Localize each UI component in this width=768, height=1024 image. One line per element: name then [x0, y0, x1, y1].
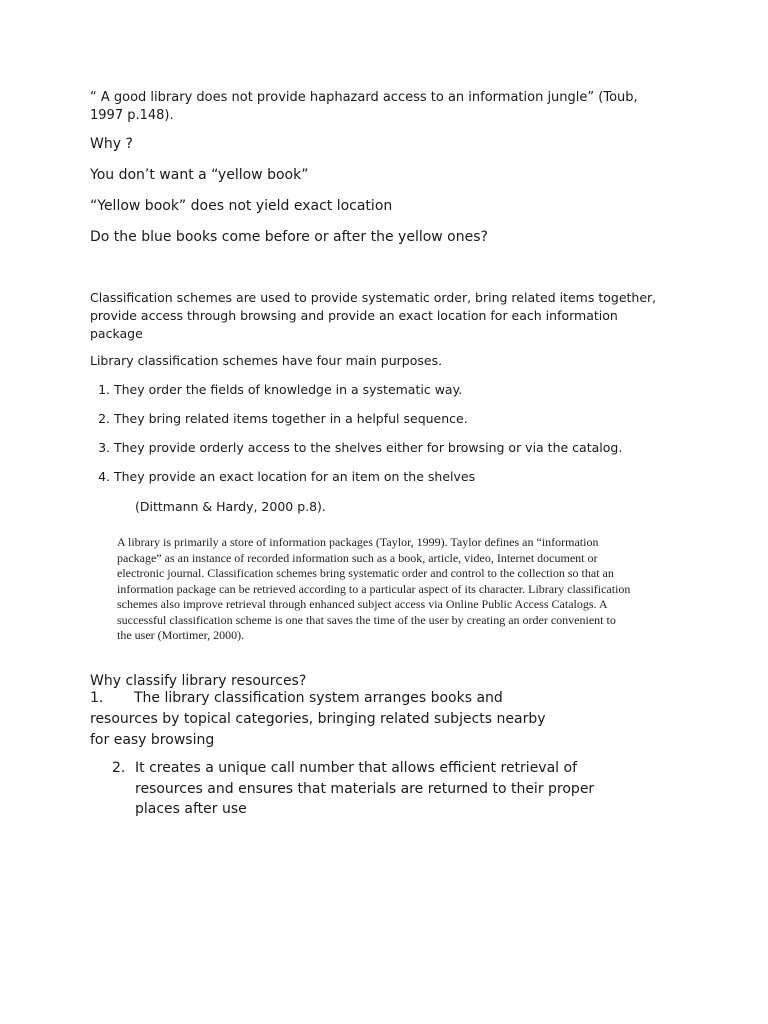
purposes-list — [90, 381, 690, 497]
reason-text: It creates a unique call number that allows efficient retrieval of resources and ensures that materials are returned to their proper places after use — [135, 760, 595, 817]
list-text: They order the fields of knowledge in a systematic way. — [114, 382, 463, 397]
list-item — [90, 468, 690, 497]
list-text: They provide orderly access to the shelves either for browsing or via the catalog. — [114, 440, 623, 455]
blue-books-question: Do the blue books come before or after the yellow ones? — [90, 229, 488, 245]
reason-2 — [112, 758, 632, 820]
list-number: 4. — [98, 469, 110, 484]
purposes-intro: Library classification schemes have four main purposes. — [90, 353, 443, 368]
why-line: Why ? — [90, 136, 133, 152]
classification-paragraph: Classification schemes are used to provide systematic order, bring related items together, provide access through browsing and provide an exact location for each information package — [90, 290, 657, 341]
list-number: 2. — [98, 411, 110, 426]
list-number: 3. — [98, 440, 110, 455]
quote-paragraph: “ A good library does not provide haphazard access to an information jungle” (Toub, 1997 p.148). — [90, 90, 638, 123]
list-text: They provide an exact location for an item on the shelves — [114, 469, 476, 484]
reason-number: 1. — [90, 690, 104, 706]
list-number: 1. — [98, 382, 110, 397]
list-item — [90, 381, 690, 410]
reason-number: 2. — [112, 760, 126, 776]
citation: (Dittmann & Hardy, 2000 p.8). — [135, 499, 326, 514]
reason-text: The library classification system arranges books and resources by topical categories, bringing related subjects nearby for easy browsing — [90, 690, 546, 748]
list-text: They bring related items together in a helpful sequence. — [114, 411, 468, 426]
list-item — [90, 410, 690, 439]
yellow-book-line: You don’t want a “yellow book” — [90, 167, 309, 183]
quoted-serif-paragraph: A library is primarily a store of information packages (Taylor, 1999). Taylor defines an “information package” as an instance of recorded information such as a book, article, video, Internet document or electronic journal. Classification schemes bring systematic order and control to the collection so that an information package can be retrieved according to a particular aspect of its character. Library classification schemes also improve retrieval through enhanced subject access via Online Public Access Catalogs. A successful classification scheme is one that saves the time of the user by creating an order convenient to the user (Mortimer, 2000). — [117, 535, 631, 642]
yellow-book-location-line: “Yellow book” does not yield exact location — [90, 198, 393, 214]
why-classify-heading: Why classify library resources? — [90, 673, 307, 689]
reason-1 — [90, 688, 550, 751]
list-item — [90, 439, 690, 468]
